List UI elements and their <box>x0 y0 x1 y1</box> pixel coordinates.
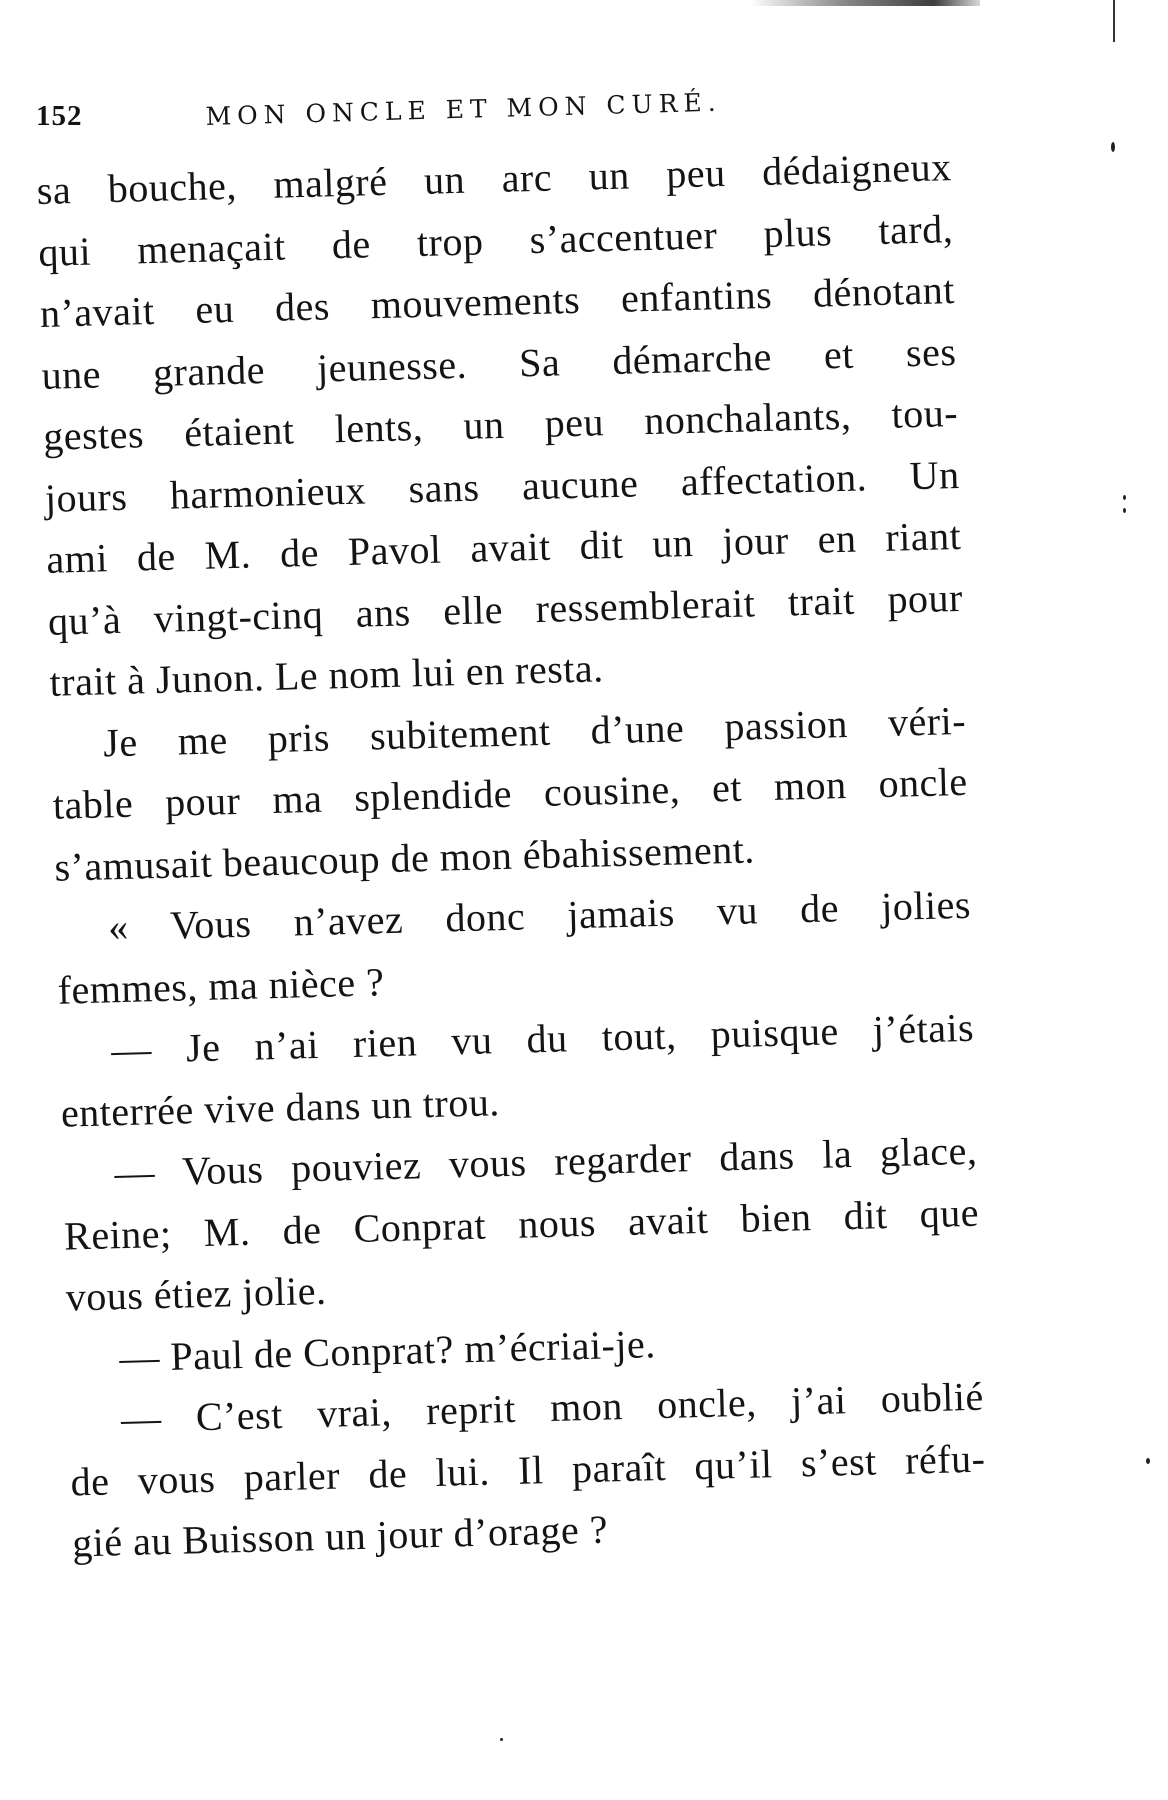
text-line: table pour ma splendide cousine, et mon oncle <box>52 758 969 828</box>
ink-speck <box>1146 1458 1150 1464</box>
text-line: vous étiez jolie. <box>65 1267 327 1320</box>
text-line: — C’est vrai, reprit mon oncle, j’ai oublié <box>120 1373 985 1442</box>
text-line: de vous parler de lui. Il paraît qu’il s’est réfu- <box>70 1435 986 1505</box>
page-edge-line <box>1113 0 1115 42</box>
text-line: s’amusait beaucoup de mon ébahissement. <box>53 825 756 890</box>
text-line: — Vous pouviez vous regarder dans la glace, <box>113 1127 978 1196</box>
ink-speck <box>500 1738 503 1741</box>
text-line: — Paul de Conprat? m’écriai-je. <box>118 1320 657 1380</box>
text-line: gestes étaient lents, un peu nonchalants, tou- <box>42 389 959 459</box>
text-line: qui menaçait de trop s’accentuer plus tard, <box>37 205 954 275</box>
page-number: 152 <box>36 100 83 132</box>
text-line: ami de M. de Pavol avait dit un jour en riant <box>45 512 962 582</box>
text-line: qu’à vingt-cinq ans elle ressemblerait trait pour <box>47 574 964 644</box>
text-line: n’avait eu des mouvements enfantins dénotant <box>39 267 956 336</box>
text-line: — Je n’ai rien vu du tout, puisque j’étais <box>110 1004 975 1073</box>
text-line: gié au Buisson un jour d’orage ? <box>71 1506 609 1566</box>
ink-speck <box>1123 495 1126 500</box>
text-line: trait à Junon. Le nom lui en resta. <box>49 645 605 705</box>
text-line: enterrée vive dans un trou. <box>60 1078 501 1136</box>
text-line: sa bouche, malgré un arc un peu dédaigneux <box>36 144 953 213</box>
text-line: jours harmonieux sans aucune affectation. Un <box>44 451 961 521</box>
text-line: Reine; M. de Conprat nous avait bien dit que <box>63 1189 980 1259</box>
text-line: Je me pris subitement d’une passion véri- <box>102 697 967 765</box>
text-line: une grande jeunesse. Sa démarche et ses <box>41 328 957 398</box>
text-line: femmes, ma nièce ? <box>57 958 385 1013</box>
page-edge-mark <box>750 0 980 6</box>
body-text <box>36 136 988 1574</box>
text-line: « Vous n’avez donc jamais vu de jolies <box>107 881 972 950</box>
ink-speck <box>1123 508 1126 513</box>
running-title: MON ONCLE ET MON CURÉ. <box>205 87 723 131</box>
ink-speck <box>1111 142 1115 152</box>
